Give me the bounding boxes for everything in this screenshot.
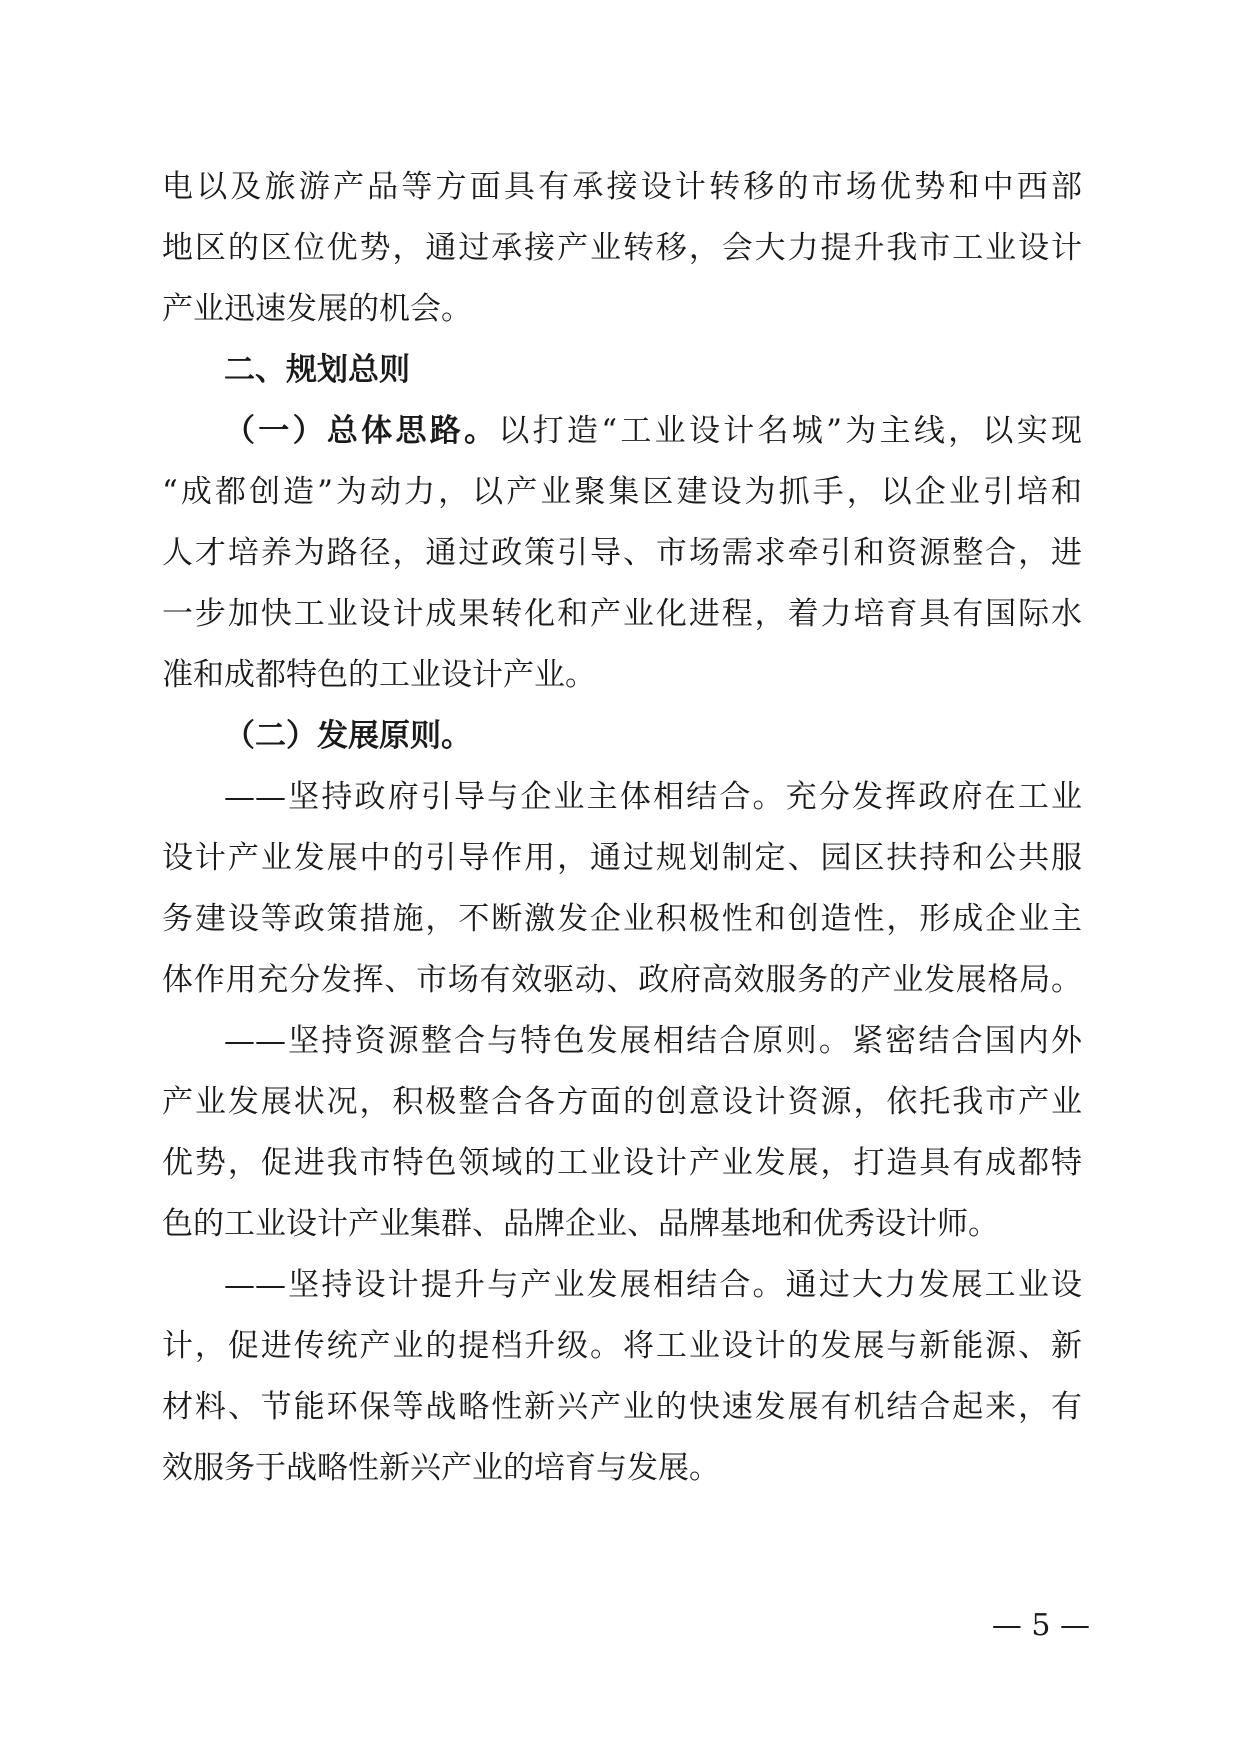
paragraph-line: ——坚持政府引导与企业主体相结合。充分发挥政府在工业 <box>224 779 1082 815</box>
paragraph-line: ——坚持资源整合与特色发展相结合原则。紧密结合国内外 <box>224 1023 1082 1059</box>
paragraph-line: 地区的区位优势，通过承接产业转移，会大力提升我市工业设计 <box>162 230 1082 266</box>
paragraph-line: 体作用充分发挥、市场有效驱动、政府高效服务的产业发展格局。 <box>162 962 1082 998</box>
paragraph-line: 效服务于战略性新兴产业的培育与发展。 <box>162 1450 720 1486</box>
body-text <box>162 157 1082 1499</box>
paragraph-line: 产业迅速发展的机会。 <box>162 291 472 327</box>
section-heading: 二、规划总则 <box>224 352 410 388</box>
page-number: — 5 — <box>991 1608 1090 1643</box>
paragraph-line: 产业发展状况，积极整合各方面的创意设计资源，依托我市产业 <box>162 1084 1082 1120</box>
paragraph-line: 色的工业设计产业集群、品牌企业、品牌基地和优秀设计师。 <box>162 1206 999 1242</box>
paragraph-line: 设计产业发展中的引导作用，通过规划制定、园区扶持和公共服 <box>162 840 1082 876</box>
paragraph-line: 优势，促进我市特色领域的工业设计产业发展，打造具有成都特 <box>162 1145 1082 1181</box>
paragraph-line: “成都创造”为动力，以产业聚集区建设为抓手，以企业引培和 <box>162 474 1082 510</box>
subsection-heading: （二）发展原则。 <box>224 718 472 754</box>
paragraph-line: 人才培养为路径，通过政策引导、市场需求牵引和资源整合，进 <box>162 535 1082 571</box>
paragraph-line: ——坚持设计提升与产业发展相结合。通过大力发展工业设 <box>224 1267 1082 1303</box>
subsection-heading: （一）总体思路。 <box>224 413 499 449</box>
paragraph-line: 准和成都特色的工业设计产业。 <box>162 657 596 693</box>
paragraph-line: 材料、节能环保等战略性新兴产业的快速发展有机结合起来，有 <box>162 1389 1082 1425</box>
paragraph-line: 务建设等政策措施，不断激发企业积极性和创造性，形成企业主 <box>162 901 1082 937</box>
paragraph-text: 以打造“工业设计名城”为主线，以实现 <box>498 413 1083 449</box>
paragraph-line: 电以及旅游产品等方面具有承接设计转移的市场优势和中西部 <box>162 169 1082 205</box>
paragraph-line: 计，促进传统产业的提档升级。将工业设计的发展与新能源、新 <box>162 1328 1082 1364</box>
paragraph-line: 一步加快工业设计成果转化和产业化进程，着力培育具有国际水 <box>162 596 1082 632</box>
paragraph-line <box>162 401 1082 462</box>
